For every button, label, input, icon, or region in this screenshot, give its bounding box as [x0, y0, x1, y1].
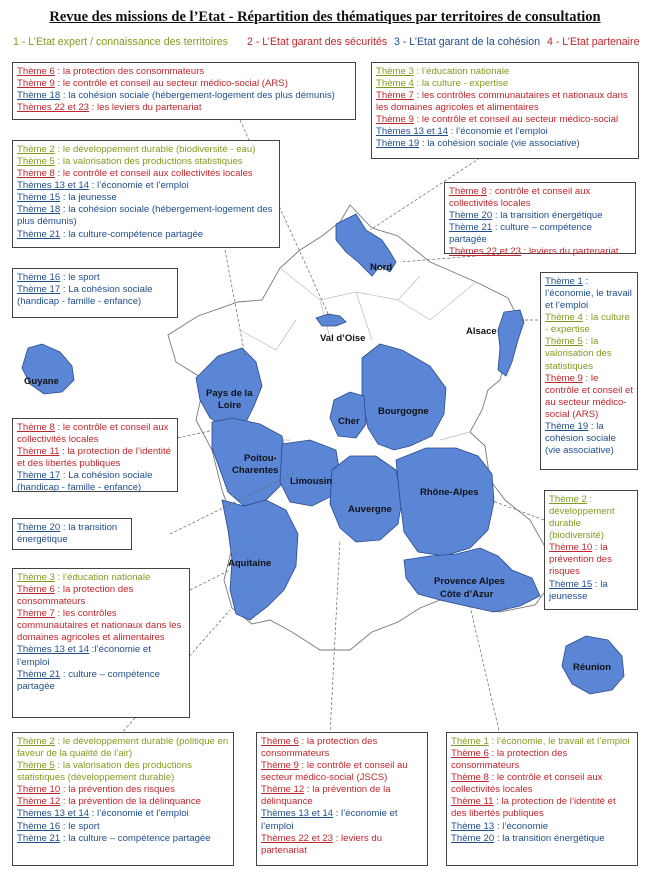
theme-number: Thème 9: [261, 760, 299, 772]
theme-separator: :: [488, 772, 497, 784]
theme-number: Thème 3: [17, 572, 55, 583]
theme-separator: :: [54, 736, 63, 747]
theme-description: la culture-compétence partagée: [68, 228, 204, 240]
theme-description: l’économie et l’emploi: [17, 644, 151, 668]
theme-separator: :: [413, 78, 422, 90]
theme-description: le contrôle et conseil aux collectivités locales: [17, 422, 169, 446]
theme-number: Thème 6: [17, 584, 55, 596]
theme-item: [17, 784, 229, 796]
theme-number: Thème 21: [449, 222, 493, 234]
theme-separator: :: [419, 138, 428, 150]
theme-separator: :: [60, 784, 69, 796]
theme-item: [261, 833, 423, 857]
label-aquitaine: Aquitaine: [228, 558, 272, 569]
theme-description: leviers du partenariat: [529, 246, 619, 258]
themes-box-bottom-right: [446, 732, 638, 866]
theme-number: Thème 11: [17, 446, 60, 458]
theme-number: Thème 18: [17, 204, 61, 216]
theme-number: Thèmes 13 et 14: [376, 126, 448, 138]
theme-separator: :: [582, 336, 591, 348]
theme-description: la cohésion sociale (hébergement-logement des plus démunis): [17, 204, 273, 228]
theme-description: contrôle et conseil aux collectivités locales: [449, 186, 591, 210]
theme-separator: :: [494, 832, 503, 844]
theme-description: la transition énergétique: [17, 522, 118, 546]
theme-separator: :: [413, 90, 422, 102]
theme-item: [17, 229, 275, 241]
themes-box-pays-de-la-loire: [12, 140, 280, 248]
theme-description: la culture - expertise: [421, 78, 509, 90]
theme-separator: :: [89, 808, 97, 820]
theme-separator: :: [492, 222, 501, 234]
theme-separator: :: [54, 572, 63, 583]
legend-axis-1: 1 - L’Etat expert / connaissance des territoires: [13, 36, 228, 48]
theme-separator: :: [298, 760, 307, 772]
theme-number: Thème 15: [549, 578, 593, 590]
theme-item: [17, 284, 173, 308]
theme-item: [17, 833, 229, 845]
theme-item: [17, 272, 173, 284]
label-cher: Cher: [338, 416, 360, 427]
theme-item: [261, 784, 423, 808]
theme-number: Thème 2: [17, 736, 55, 747]
theme-number: Thème 13: [451, 820, 495, 832]
theme-item: [549, 579, 633, 603]
theme-description: l’économie, le travail et l’emploi: [545, 288, 632, 312]
theme-description: la cohésion sociale (vie associative): [545, 420, 616, 457]
theme-number: Thème 19: [376, 138, 420, 150]
theme-separator: :: [521, 246, 529, 258]
theme-separator: :: [493, 796, 502, 808]
theme-item: [17, 470, 173, 494]
theme-separator: :: [60, 192, 69, 204]
theme-separator: :: [54, 608, 63, 620]
theme-number: Thème 9: [376, 114, 414, 126]
theme-separator: :: [60, 668, 69, 680]
label-paca-1: Provence Alpes: [434, 576, 505, 587]
themes-box-limousin: [12, 518, 132, 550]
theme-description: le contrôle et conseil au secteur médico-social (JSCS): [261, 760, 408, 784]
theme-number: Thème 8: [17, 168, 55, 180]
theme-separator: :: [60, 796, 69, 808]
theme-description: La cohésion sociale (handicap - famille - enfance): [17, 284, 153, 308]
theme-number: Thème 21: [17, 668, 61, 680]
theme-separator: :: [60, 204, 69, 216]
theme-number: Thèmes 13 et 14: [17, 644, 89, 656]
theme-item: [17, 796, 229, 808]
theme-number: Thème 19: [545, 420, 589, 432]
theme-number: Thème 5: [17, 156, 55, 168]
theme-separator: :: [54, 760, 63, 772]
theme-separator: :: [333, 808, 341, 820]
theme-separator: :: [54, 66, 63, 77]
theme-description: la culture – compétence partagée: [68, 832, 211, 844]
theme-number: Thème 3: [376, 66, 414, 77]
theme-number: Thème 12: [17, 796, 61, 808]
theme-item: [545, 373, 633, 421]
themes-box-nord-right: [444, 182, 636, 258]
theme-separator: :: [588, 420, 597, 432]
theme-number: Thème 8: [17, 422, 55, 433]
theme-number: Thème 10: [549, 542, 593, 554]
theme-description: la protection des consommateurs: [261, 736, 378, 760]
theme-number: Thème 2: [17, 144, 55, 155]
theme-number: Thème 2: [549, 494, 587, 505]
theme-number: Thème 5: [545, 336, 583, 348]
theme-item: [17, 102, 351, 114]
themes-box-aquitaine: [12, 568, 190, 718]
region-cher: [330, 392, 366, 438]
theme-number: Thème 8: [449, 186, 487, 197]
theme-description: la prévention de la délinquance: [261, 784, 391, 808]
theme-separator: :: [413, 66, 422, 77]
theme-separator: :: [59, 446, 68, 458]
theme-item: [376, 138, 634, 150]
theme-number: Thème 21: [17, 228, 61, 240]
theme-item: [549, 542, 633, 578]
themes-box-val-d-oise: [12, 62, 356, 120]
theme-separator: :: [60, 284, 69, 296]
theme-item: [549, 494, 633, 542]
theme-description: La cohésion sociale (handicap - famille - enfance): [17, 470, 153, 494]
theme-separator: :: [54, 156, 63, 168]
theme-item: [545, 276, 633, 312]
theme-description: la valorisation des productions statistiques: [62, 156, 243, 168]
theme-separator: :: [89, 644, 95, 656]
theme-number: Thème 7: [376, 90, 414, 102]
theme-description: la protection des consommateurs: [62, 66, 205, 77]
theme-item: [17, 584, 185, 608]
theme-item: [449, 222, 631, 246]
theme-number: Thème 8: [451, 772, 489, 784]
theme-item: [451, 772, 633, 796]
theme-number: Thèmes 22 et 23: [449, 246, 521, 258]
theme-separator: :: [54, 144, 63, 155]
theme-separator: :: [448, 126, 456, 138]
theme-description: la protection de l’identité et des libertés publiques: [17, 446, 171, 470]
theme-description: la valorisation des statistiques: [545, 336, 612, 372]
theme-number: Thème 12: [261, 784, 305, 796]
theme-separator: :: [54, 168, 63, 180]
theme-item: [17, 168, 275, 180]
label-poitou-charentes-2: Charentes: [232, 465, 279, 476]
theme-separator: :: [54, 78, 63, 90]
theme-separator: :: [494, 820, 503, 832]
theme-item: [17, 78, 351, 90]
theme-separator: :: [592, 542, 601, 554]
theme-description: le contrôle et conseil au secteur médico-social: [421, 114, 619, 126]
theme-number: Thème 11: [451, 796, 494, 808]
theme-description: l’économie et l’emploi: [97, 180, 189, 192]
theme-description: la valorisation des productions statistiques (développement durable): [17, 760, 192, 784]
theme-number: Thème 20: [451, 832, 495, 844]
theme-item: [17, 446, 173, 470]
theme-description: leviers du partenariat: [261, 832, 383, 856]
theme-separator: :: [413, 114, 422, 126]
theme-item: [17, 572, 185, 584]
theme-number: Thème 1: [451, 736, 489, 747]
label-poitou-charentes-1: Poitou-: [244, 453, 277, 464]
theme-separator: :: [89, 180, 97, 192]
theme-item: [376, 114, 634, 126]
theme-description: l’éducation nationale: [421, 66, 510, 77]
theme-item: [17, 522, 127, 546]
theme-number: Thème 9: [545, 372, 583, 384]
label-val-d-oise: Val d’Oise: [320, 333, 366, 344]
theme-item: [17, 66, 351, 78]
label-limousin: Limousin: [290, 476, 333, 487]
theme-description: l’économie, le travail et l’emploi: [496, 736, 630, 747]
theme-number: Thème 17: [17, 284, 61, 296]
label-guyane: Guyane: [24, 376, 59, 387]
theme-number: Thème 18: [17, 90, 61, 102]
theme-number: Thème 6: [17, 66, 55, 77]
theme-item: [17, 422, 173, 446]
theme-item: [17, 608, 185, 644]
theme-description: l’économie et l’emploi: [456, 126, 548, 138]
theme-item: [376, 66, 634, 78]
themes-box-guyane: [12, 268, 178, 318]
theme-item: [451, 796, 633, 820]
theme-number: Thème 21: [17, 832, 61, 844]
theme-item: [17, 144, 275, 156]
theme-description: le contrôle et conseil au secteur médico-social (ARS): [62, 78, 288, 90]
theme-separator: :: [60, 90, 69, 102]
label-nord: Nord: [370, 262, 393, 273]
theme-item: [376, 78, 634, 90]
theme-item: [451, 833, 633, 845]
theme-number: Thème 20: [17, 522, 61, 533]
theme-separator: :: [582, 276, 589, 287]
theme-separator: :: [54, 422, 63, 433]
theme-separator: :: [304, 784, 313, 796]
theme-item: [17, 760, 229, 784]
theme-item: [261, 808, 423, 832]
theme-item: [451, 748, 633, 772]
theme-item: [17, 821, 229, 833]
theme-number: Thème 9: [17, 78, 55, 90]
label-bourgogne: Bourgogne: [378, 406, 429, 417]
theme-item: [17, 180, 275, 192]
theme-description: la transition énergétique: [500, 210, 603, 222]
theme-separator: :: [60, 820, 69, 832]
theme-separator: :: [488, 736, 497, 747]
theme-description: la cohésion sociale (hébergement-logement des plus démunis): [68, 90, 335, 102]
theme-description: la transition énergétique: [502, 832, 605, 844]
label-auvergne: Auvergne: [348, 504, 392, 515]
theme-number: Thème 7: [17, 608, 55, 620]
theme-separator: :: [60, 832, 69, 844]
legend-axis-4: 4 - L’Etat partenaire: [547, 36, 640, 48]
legend-axis-3: 3 - L’Etat garant de la cohésion: [394, 36, 541, 48]
theme-number: Thème 1: [545, 276, 583, 287]
theme-description: la protection des consommateurs: [17, 584, 134, 608]
theme-separator: :: [582, 372, 591, 384]
theme-description: la prévention des risques: [68, 784, 175, 796]
theme-number: Thème 6: [261, 736, 299, 747]
theme-number: Thème 15: [17, 192, 61, 204]
theme-description: le sport: [68, 820, 100, 832]
theme-number: Thème 16: [17, 272, 61, 283]
theme-separator: :: [60, 470, 69, 482]
theme-number: Thèmes 13 et 14: [17, 180, 89, 192]
theme-item: [17, 90, 351, 102]
theme-separator: :: [333, 832, 341, 844]
label-pays-de-la-loire-1: Pays de la: [206, 388, 253, 399]
theme-separator: :: [89, 102, 97, 114]
theme-item: [376, 90, 634, 114]
theme-description: la jeunesse: [68, 192, 117, 204]
theme-item: [545, 336, 633, 372]
theme-number: Thème 17: [17, 470, 61, 482]
theme-description: le contrôle et conseil et au secteur médico-social (ARS): [545, 372, 633, 420]
theme-number: Thème 4: [376, 78, 414, 90]
theme-description: les contrôles communautaires et nationaux dans les domaines agricoles et alimentaires: [17, 608, 182, 644]
themes-box-bottom-left: [12, 732, 234, 866]
theme-description: la culture - expertise: [545, 312, 630, 336]
theme-description: culture – compétence partagée: [17, 668, 160, 692]
themes-box-rhone-alpes: [544, 490, 638, 610]
theme-number: Thèmes 13 et 14: [261, 808, 333, 820]
theme-description: le développement durable (politique en faveur de la qualité de l’air): [17, 736, 229, 760]
theme-description: les contrôles communautaires et nationaux dans les domaines agricoles et alimentaires: [376, 90, 628, 114]
theme-separator: :: [582, 312, 591, 324]
label-rhone-alpes: Rhône-Alpes: [420, 487, 479, 498]
theme-number: Thème 6: [451, 748, 489, 760]
theme-number: Thème 4: [545, 312, 583, 324]
theme-item: [545, 312, 633, 336]
theme-item: [17, 192, 275, 204]
theme-description: la protection de l’identité et des libertés publiques: [451, 796, 616, 820]
theme-item: [545, 421, 633, 457]
theme-item: [17, 204, 275, 228]
theme-description: culture – compétence partagée: [449, 222, 592, 246]
theme-item: [376, 126, 634, 138]
legend-axis-2: 2 - L’Etat garant des sécurités: [247, 36, 388, 48]
page-title: Revue des missions de l’Etat - Répartition des thématiques par territoires de consultation: [49, 9, 601, 25]
themes-box-poitou-charentes: [12, 418, 178, 492]
theme-number: Thèmes 22 et 23: [17, 102, 89, 114]
theme-description: la protection des consommateurs: [451, 748, 568, 772]
themes-box-bottom-middle: [256, 732, 428, 866]
region-auvergne: [330, 456, 402, 542]
themes-box-nord: [371, 62, 639, 159]
theme-number: Thème 16: [17, 820, 61, 832]
theme-separator: :: [486, 186, 495, 197]
label-pays-de-la-loire-2: Loire: [218, 400, 242, 411]
theme-item: [17, 808, 229, 820]
theme-description: l’économie et l’emploi: [261, 808, 398, 832]
theme-description: l’éducation nationale: [62, 572, 151, 583]
theme-description: l’économie et l’emploi: [97, 808, 189, 820]
theme-separator: :: [54, 584, 63, 596]
theme-separator: :: [60, 522, 69, 533]
theme-separator: :: [488, 748, 497, 760]
theme-item: [449, 246, 631, 258]
theme-description: la cohésion sociale (vie associative): [427, 138, 580, 150]
theme-description: la prévention des risques: [549, 542, 612, 578]
theme-item: [17, 156, 275, 168]
theme-number: Thème 10: [17, 784, 61, 796]
theme-item: [451, 736, 633, 748]
theme-description: le sport: [68, 272, 100, 283]
theme-item: [449, 186, 631, 210]
theme-description: le contrôle et conseil aux collectivités locales: [451, 772, 603, 796]
theme-item: [451, 821, 633, 833]
theme-separator: :: [60, 272, 69, 283]
theme-separator: :: [592, 578, 601, 590]
theme-number: Thèmes 22 et 23: [261, 832, 333, 844]
theme-separator: :: [492, 210, 501, 222]
theme-description: le contrôle et conseil aux collectivités locales: [62, 168, 253, 180]
label-alsace: Alsace: [466, 326, 497, 337]
theme-item: [261, 760, 423, 784]
theme-description: les leviers du partenariat: [97, 102, 202, 114]
theme-description: développement durable (biodiversité): [549, 506, 615, 542]
theme-number: Thèmes 13 et 14: [17, 808, 89, 820]
theme-item: [261, 736, 423, 760]
themes-box-alsace: [540, 272, 638, 470]
label-reunion: Réunion: [573, 662, 611, 673]
theme-item: [17, 644, 185, 668]
theme-item: [449, 210, 631, 222]
theme-number: Thème 20: [449, 210, 493, 222]
theme-description: la prévention de la délinquance: [68, 796, 202, 808]
theme-description: l’économie: [502, 820, 549, 832]
theme-item: [17, 736, 229, 760]
theme-item: [17, 669, 185, 693]
theme-separator: :: [298, 736, 307, 747]
theme-separator: :: [586, 494, 593, 505]
theme-number: Thème 5: [17, 760, 55, 772]
label-paca-2: Côte d’Azur: [440, 589, 494, 600]
theme-description: la jeunesse: [549, 578, 608, 602]
theme-separator: :: [60, 228, 69, 240]
theme-description: le développement durable (biodiversité - eau): [62, 144, 256, 155]
